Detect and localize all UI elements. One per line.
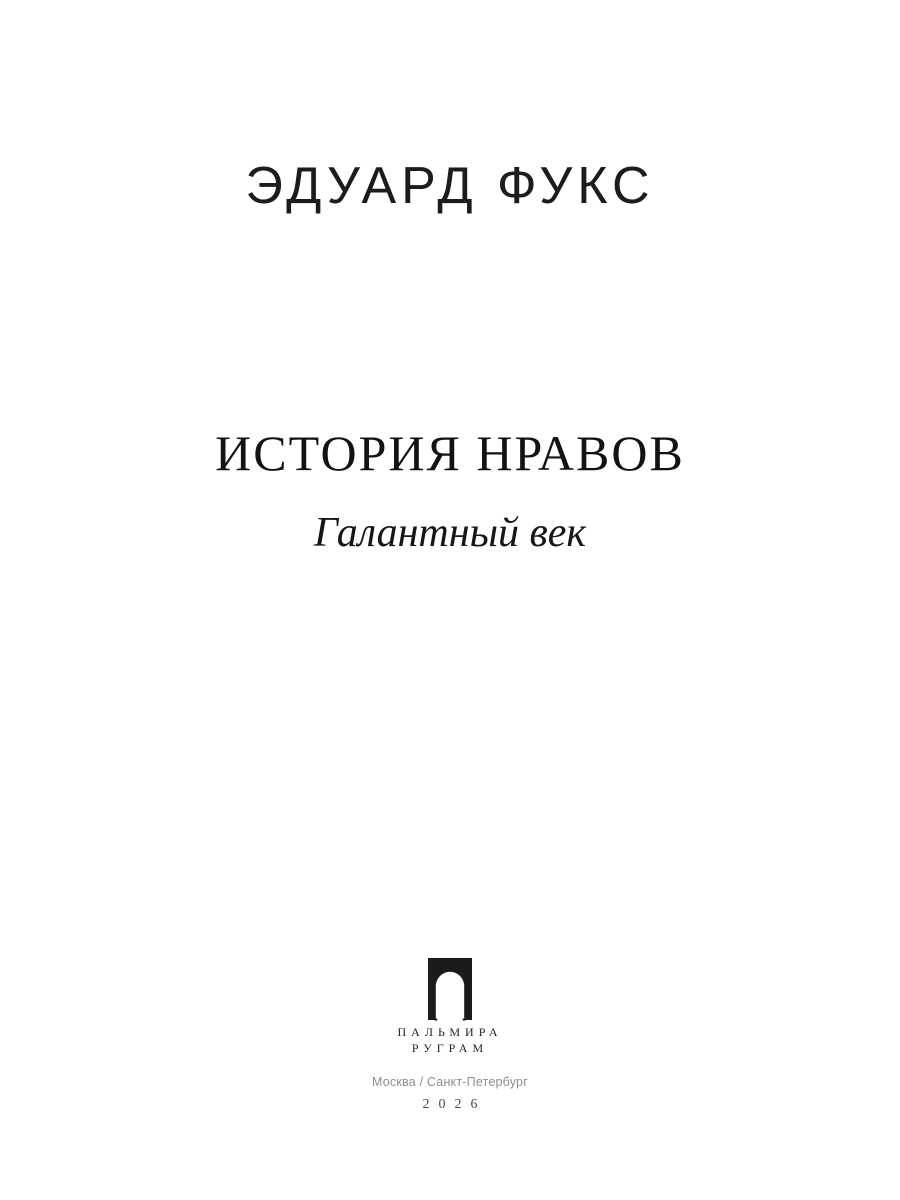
publication-year: 2026 [422, 1097, 487, 1112]
palmira-arch-icon [428, 958, 472, 1021]
author-name: ЭДУАРД ФУКС [245, 157, 655, 215]
publisher-name-line2: РУГРАМ [411, 1041, 489, 1055]
book-title: ИСТОРИЯ НРАВОВ [215, 425, 685, 481]
book-subtitle: Галантный век [313, 510, 587, 556]
publisher-cities: Москва / Санкт-Петербург [372, 1075, 528, 1089]
publisher-logo [0, 958, 900, 1021]
publisher-name-line1: ПАЛЬМИРА [397, 1025, 503, 1039]
